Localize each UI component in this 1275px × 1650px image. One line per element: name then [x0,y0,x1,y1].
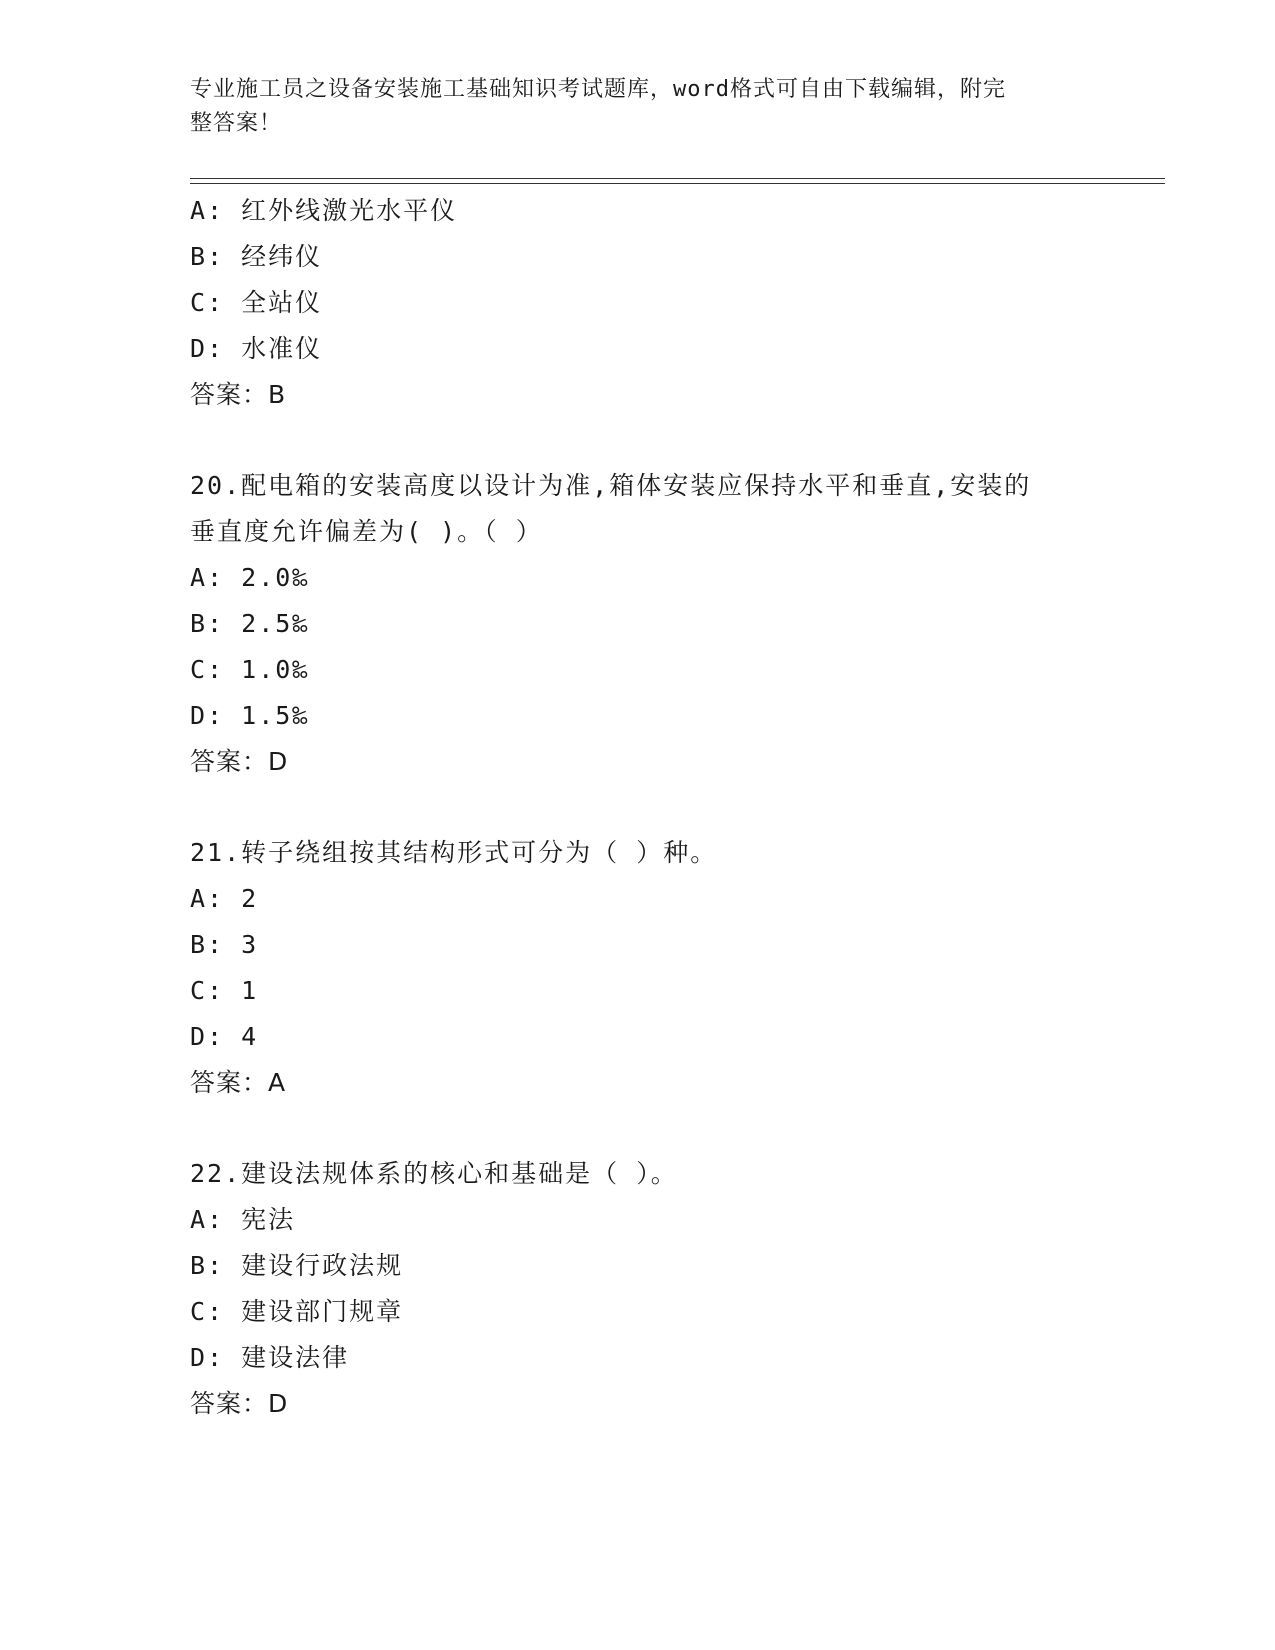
option-d: D: 建设法律 [190,1343,350,1372]
option-b: B: 2.5‰ [190,609,310,638]
header-line-1: 专业施工员之设备安装施工基础知识考试题库，word格式可自由下载编辑，附完 [190,77,1006,102]
answer-line: 答案：D [190,1389,289,1418]
answer-line: 答案：A [190,1068,287,1097]
answer-line: 答案：B [190,380,287,409]
question-20 [190,463,1090,785]
option-c: C: 建设部门规章 [190,1297,404,1326]
header-line-2: 整答案！ [190,111,283,136]
option-c: C: 1 [190,976,259,1005]
question-stem: 22.建设法规体系的核心和基础是（ ）。 [190,1159,678,1188]
option-b: B: 3 [190,930,259,959]
option-b: B: 建设行政法规 [190,1251,404,1280]
option-d: D: 1.5‰ [190,701,310,730]
option-c: C: 1.0‰ [190,655,310,684]
question-22 [190,1151,1090,1427]
question-stem-line-2: 垂直度允许偏差为( )。（ ） [190,517,543,546]
question-list [190,188,1090,1427]
question-21 [190,830,1090,1106]
option-a: A: 红外线激光水平仪 [190,196,458,225]
question-stem: 21.转子绕组按其结构形式可分为（ ）种。 [190,838,718,867]
question-19 [190,188,1090,418]
option-a: A: 2.0‰ [190,563,310,592]
option-b: B: 经纬仪 [190,242,323,271]
option-d: D: 4 [190,1022,259,1051]
answer-line: 答案：D [190,747,289,776]
header-divider-bottom [190,183,1165,184]
option-a: A: 2 [190,884,259,913]
option-d: D: 水准仪 [190,334,323,363]
question-stem-line-1: 20.配电箱的安装高度以设计为准,箱体安装应保持水平和垂直,安装的 [190,471,1032,500]
header-divider-top [190,178,1165,179]
option-c: C: 全站仪 [190,288,323,317]
option-a: A: 宪法 [190,1205,296,1234]
document-header [190,73,1070,141]
